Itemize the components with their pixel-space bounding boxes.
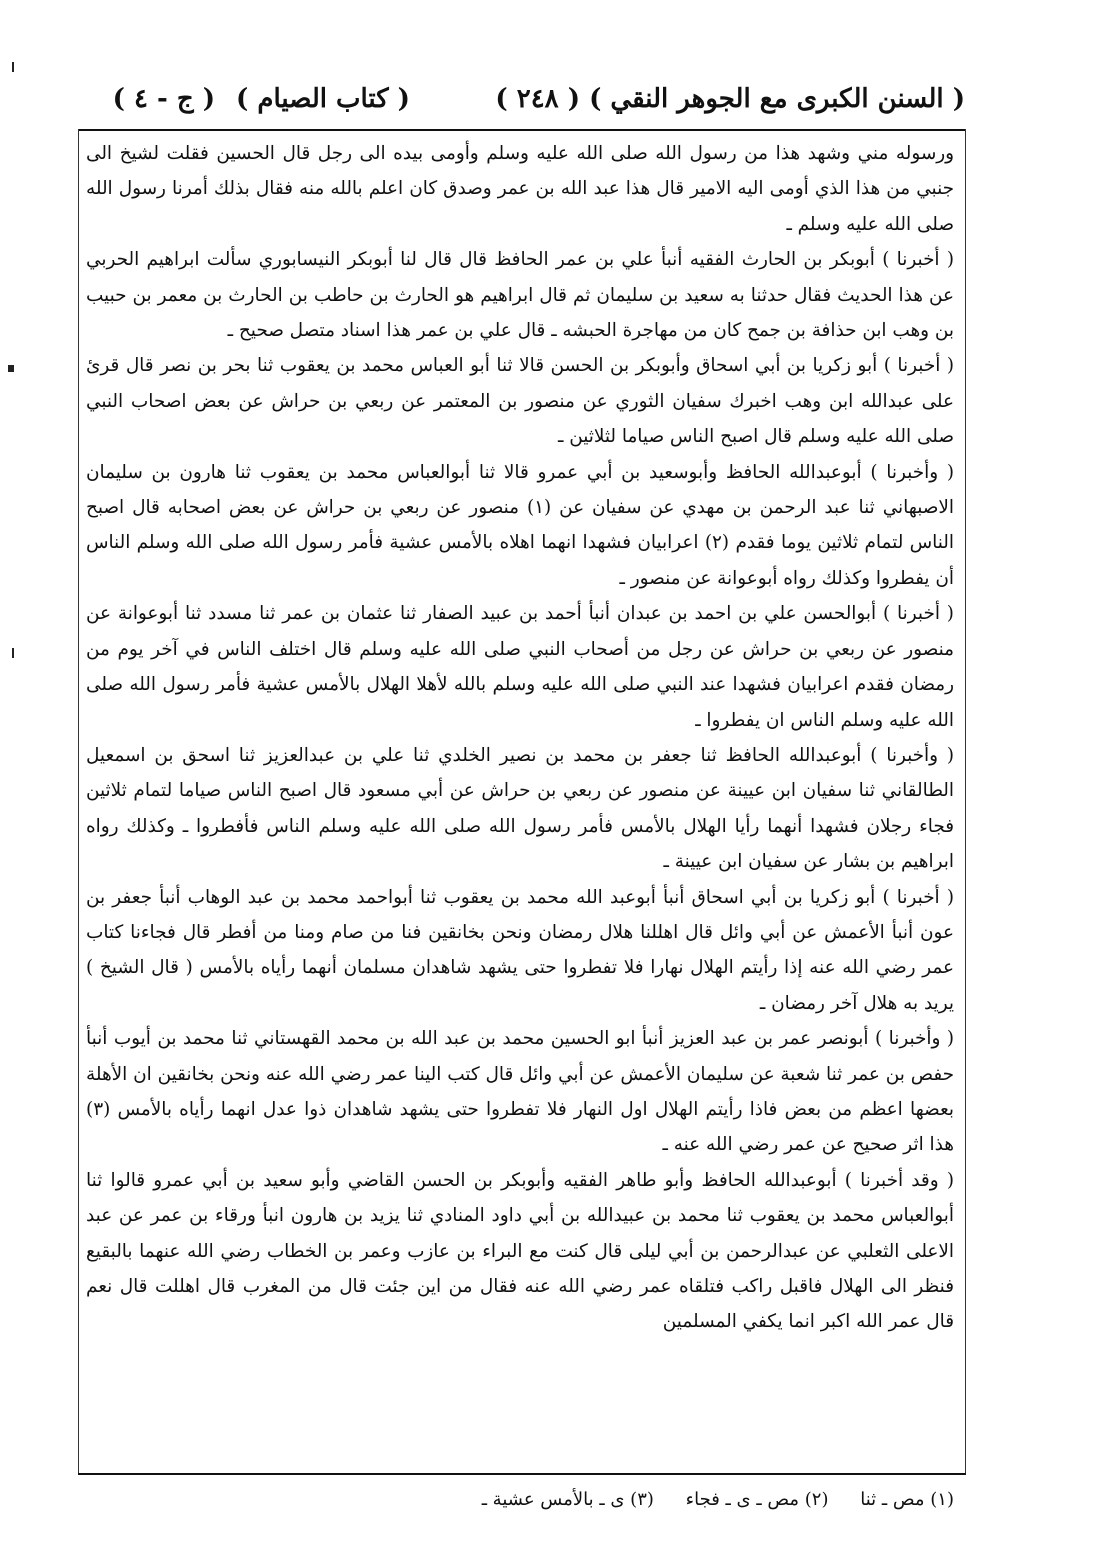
paragraph: ( أخبرنا ) أبو زكريا بن أبي اسحاق أنبأ أبوعبد الله محمد بن يعقوب ثنا أبواحمد محمد بن عبد الوهاب أنبأ جعفر بن عون أنبأ الأعمش عن أبي وائل قال اهللنا هلال رمضان ونحن بخانقين فنا من صام ومنا من أفطر قال فجاءنا كتاب عمر رضي الله عنه إذا رأيتم الهلال نهارا فلا تفطروا حتى يشهد شاهدان مسلمان أنهما رأياه بالأمس ( قال الشيخ ) يريد به هلال آخر رمضان ـ bbox=[86, 886, 954, 1014]
frame-left-border bbox=[78, 129, 79, 1473]
footnote-3: (٣) ى ـ بالأمس عشية ـ bbox=[481, 1489, 654, 1510]
running-header bbox=[95, 84, 965, 124]
footnote-1: (١) مص ـ ثنا bbox=[860, 1489, 954, 1510]
chapter-title: ( كتاب الصيام ) bbox=[236, 84, 410, 114]
footnote-rule bbox=[78, 1473, 966, 1475]
header-rule bbox=[78, 129, 966, 131]
footnotes bbox=[86, 1482, 954, 1518]
page-number: ( ٢٤٨ ) bbox=[495, 84, 580, 114]
scan-speck bbox=[8, 365, 14, 372]
paragraph: ورسوله مني وشهد هذا من رسول الله صلى الله عليه وسلم وأومى بيده الى رجل قال الحسين فقلت لشيخ الى جنبي من هذا الذي أومى اليه الامير قال هذا عبد الله بن عمر وصدق كان اعلم بالله منه فقال بذلك أمرنا رسول الله صلى الله عليه وسلم ـ bbox=[86, 143, 954, 235]
main-text bbox=[86, 136, 954, 1466]
book-title: ( السنن الكبرى مع الجوهر النقي ) bbox=[589, 84, 965, 114]
paragraph: ( وأخبرنا ) أبونصر عمر بن عبد العزيز أنبأ ابو الحسين محمد بن عبد الله بن محمد القهستاني ثنا محمد بن أيوب أنبأ حفص بن عمر ثنا شعبة عن سليمان الأعمش عن أبي وائل قال كتب الينا عمر رضي الله عنه ونحن بخانقين ان الأهلة بعضها اعظم من بعض فاذا رأيتم الهلال اول النهار فلا تفطروا حتى يشهد شاهدان ذوا عدل انهما رأياه بالأمس (٣) هذا اثر صحيح عن عمر رضي الله عنه ـ bbox=[86, 1028, 954, 1156]
paragraph: ( وأخبرنا ) أبوعبدالله الحافظ وأبوسعيد بن أبي عمرو قالا ثنا أبوالعباس محمد بن يعقوب ثنا هارون بن سليمان الاصبهاني ثنا عبد الرحمن بن مهدي عن سفيان عن (١) منصور عن ربعي بن حراش عن بعض اصحابه قال اصبح الناس لتمام ثلاثين يوما فقدم (٢) اعرابيان فشهدا انهما اهلاه بالأمس عشية فأمر رسول الله صلى الله وسلم الناس أن يفطروا وكذلك رواه أبوعوانة عن منصور ـ bbox=[86, 461, 954, 589]
paragraph: ( أخبرنا ) أبو زكريا بن أبي اسحاق وأبوبكر بن الحسن قالا ثنا أبو العباس محمد بن يعقوب ثنا بحر بن نصر قال قرئ على عبدالله ابن وهب اخبرك سفيان الثوري عن منصور بن المعتمر عن ربعي بن حراش عن بعض اصحاب النبي صلى الله عليه وسلم قال اصبح الناس صياما لثلاثين ـ bbox=[86, 355, 954, 448]
scan-speck bbox=[12, 648, 14, 658]
scan-speck bbox=[12, 62, 14, 72]
volume-number: ( ج - ٤ ) bbox=[112, 84, 215, 114]
frame-right-border bbox=[965, 129, 966, 1473]
paragraph: ( أخبرنا ) أبوالحسن علي بن احمد بن عبدان أنبأ أحمد بن عبيد الصفار ثنا عثمان بن عمر ثنا مسدد ثنا أبوعوانة عن منصور عن ربعي بن حراش عن رجل من أصحاب النبي صلى الله عليه وسلم قال اختلف الناس في آخر يوم من رمضان فقدم اعرابيان فشهدا عند النبي صلى الله عليه وسلم بالله لأهلا الهلال بالأمس عشية فأمر رسول الله صلى الله عليه وسلم الناس ان يفطروا ـ bbox=[86, 603, 954, 731]
paragraph: ( وأخبرنا ) أبوعبدالله الحافظ ثنا جعفر بن محمد بن نصير الخلدي ثنا علي بن عبدالعزيز ثنا اسحق بن اسمعيل الطالقاني ثنا سفيان ابن عيينة عن منصور عن ربعي بن حراش عن أبي مسعود قال اصبح الناس صياما لتمام ثلاثين فجاء رجلان فشهدا أنهما رأيا الهلال بالأمس فأمر رسول الله صلى الله عليه وسلم الناس فأفطروا ـ وكذلك رواه ابراهيم بن بشار عن سفيان ابن عيينة ـ bbox=[86, 744, 954, 873]
paragraph: ( وقد أخبرنا ) أبوعبدالله الحافظ وأبو طاهر الفقيه وأبوبكر بن الحسن القاضي وأبو سعيد بن أبي عمرو قالوا ثنا أبوالعباس محمد بن يعقوب ثنا محمد بن عبيدالله بن أبي داود المنادي ثنا يزيد بن هارون انبأ ورقاء بن عمر عن عبد الاعلى الثعلبي عن عبدالرحمن بن أبي ليلى قال كنت مع البراء بن عازب وعمر بن الخطاب رضي الله عنهما بالبقيع فنظر الى الهلال فاقبل راكب فتلقاه عمر رضي الله عنه فقال من اين جئت قال من المغرب قال اهللت قال نعم قال عمر الله اكبر انما يكفي المسلمين bbox=[86, 1169, 954, 1333]
paragraph: ( أخبرنا ) أبوبكر بن الحارث الفقيه أنبأ علي بن عمر الحافظ قال قال لنا أبوبكر النيسابوري سألت ابراهيم الحربي عن هذا الحديث فقال حدثنا به سعيد بن سليمان ثم قال ابراهيم هو الحارث بن حاطب بن الحارث بن معمر بن حبيب بن وهب ابن حذافة بن جمح كان من مهاجرة الحبشه ـ قال علي بن عمر هذا اسناد متصل صحيح ـ bbox=[86, 249, 954, 342]
footnote-2: (٢) مص ـ ى ـ فجاء bbox=[685, 1489, 829, 1510]
